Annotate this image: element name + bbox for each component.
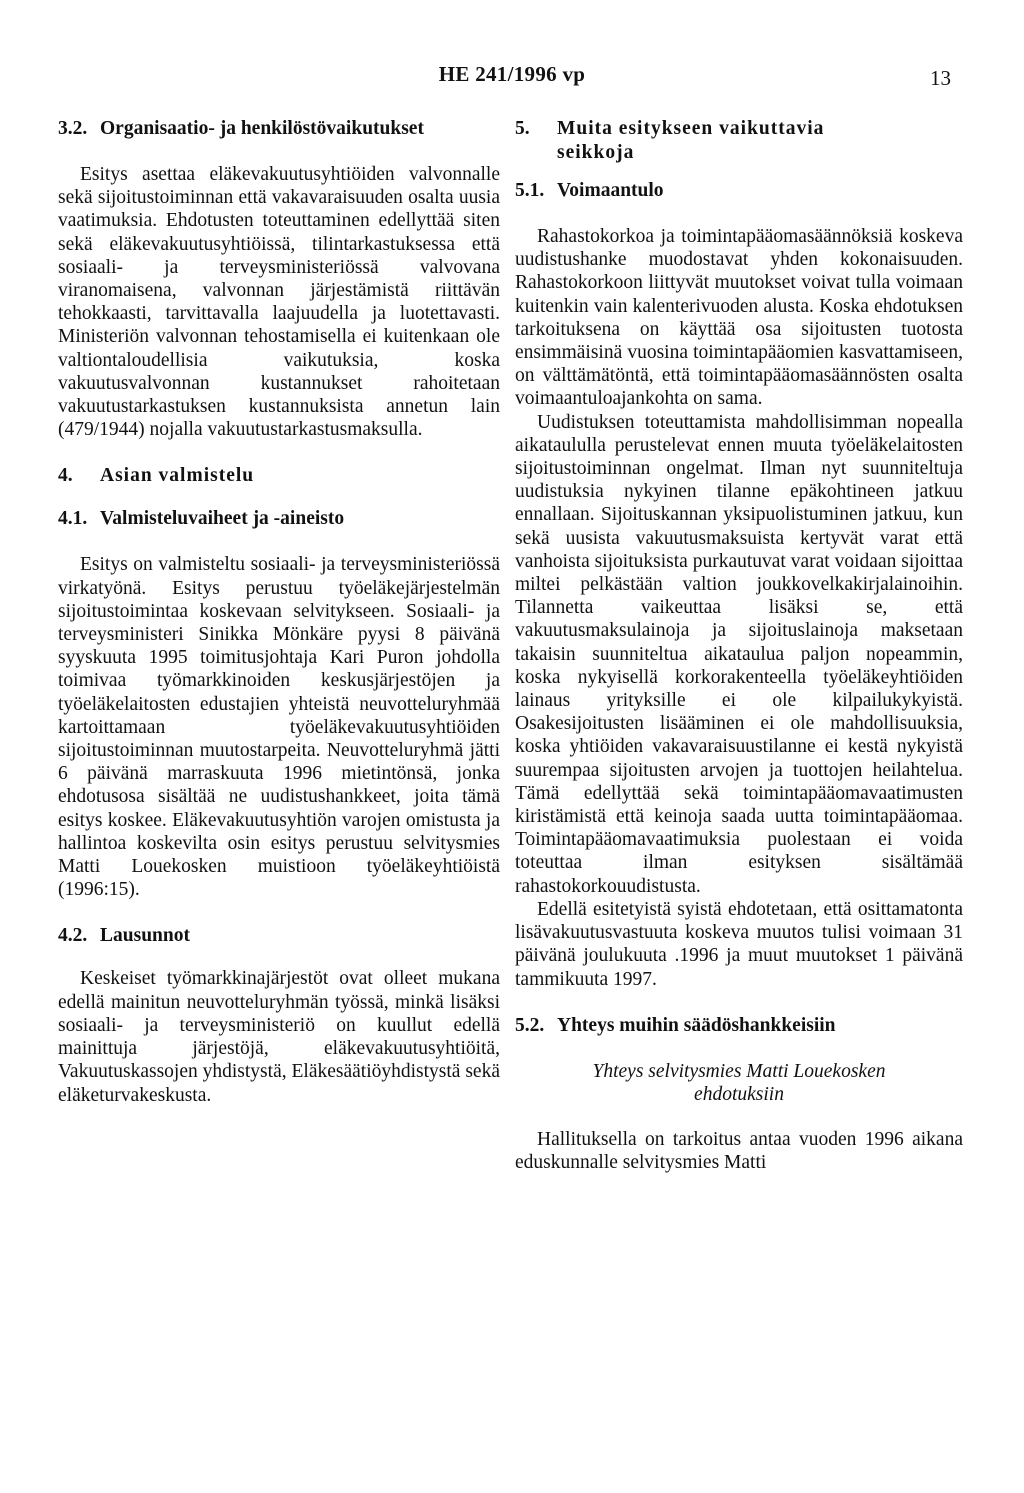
section-title: Muita esitykseen vaikuttavia seikkoja [557, 118, 825, 163]
section-number: 5.2. [515, 1014, 545, 1036]
right-column [515, 113, 963, 1175]
section-4-heading [58, 464, 500, 488]
paragraph: Hallituksella on tarkoitus antaa vuoden 1996 aikana eduskunnalle selvitysmies Matti [515, 1129, 963, 1174]
document-header-title: HE 241/1996 vp [438, 62, 586, 86]
section-4-1-heading [58, 507, 500, 531]
paragraph: Esitys asettaa eläkevakuutusyhtiöiden valvonnalle sekä sijoitustoiminnan että vakavaraisuuden osalta uusia vaatimuksia. Ehdotusten toteuttaminen edellyttää siten sekä eläkevakuutusyhtiöissä, tilintarkastuksessa että sosiaali- ja terveysministeriössä valvovana viranomaisena, valvonnan järjestämistä riittävän tehokkaasti, tarvittavalla laajuudella ja luotettavasti. Ministeriön valvonnan tehostamisella ei kuitenkaan ole valtiontaloudellisia vaikutuksia, koska vakuutusvalvonnan kustannukset rahoitetaan vakuutustarkastuksen kustannuksista annetun lain (479/1944) nojalla vakuutustarkastusmaksulla. [58, 164, 500, 441]
section-number: 4.2. [58, 925, 88, 947]
section-5-heading [515, 117, 963, 165]
section-title: Asian valmistelu [100, 465, 255, 487]
subsection-title: Yhteys selvitysmies Matti Louekosken ehdotuksiin [592, 1060, 886, 1105]
section-number: 5.1. [515, 180, 545, 201]
section-5-2-heading [515, 1014, 963, 1038]
paragraph: Keskeiset työmarkkinajärjestöt ovat olleet mukana edellä mainitun neuvotteluryhmän työssä, minkä lisäksi sosiaali- ja terveysministeriö on kuullut edellä mainittuja järjestöjä, eläkevakuutusyhtiöitä, Vakuutuskassojen yhdistystä, Eläkesäätiöyhdistystä sekä eläketurvakeskusta. [58, 968, 500, 1106]
section-number: 4. [58, 465, 73, 487]
section-title: Valmisteluvaiheet ja -aineisto [100, 508, 345, 530]
section-number: 5. [515, 118, 530, 139]
paragraph: Edellä esitetyistä syistä ehdotetaan, että osittamatonta lisävakuutusvastuuta koskeva muutos tulisi voimaan 31 päivänä joulukuuta .1996 ja muut muutokset 1 päivänä tammikuuta 1997. [515, 898, 963, 990]
section-3-2-heading [58, 117, 500, 141]
left-column [58, 113, 500, 1107]
section-number: 3.2. [58, 118, 88, 139]
section-title: Voimaantulo [557, 180, 664, 201]
section-4-2-heading [58, 924, 500, 948]
paragraph: Rahastokorkoa ja toimintapääomasäännöksiä koskeva uudistushanke muodostavat yhden kokonaisuuden. Rahastokorkoon liittyvät muutokset voivat tulla voimaan kuitenkin vain kalenterivuoden alusta. Koska ehdotuksen tarkoituksena on käyttää osa sijoitusten tuotosta ensimmäisinä vuosina toimintapääomien kasvattamiseen, on välttämätöntä, että toimintapääomasäännösten osalta voimaantuloajankohta on sama. [515, 226, 963, 410]
section-title: Lausunnot [100, 925, 190, 947]
section-5-1-heading [515, 179, 963, 203]
paragraph: Esitys on valmisteltu sosiaali- ja terveysministeriössä virkatyönä. Esitys perustuu työeläkejärjestelmän sijoitustoimintaa koskevaan selvitykseen. Sosiaali- ja terveysministeri Sinikka Mönkäre pyysi 8 päivänä syyskuuta 1995 toimitusjohtaja Kari Puron johdolla toimivaa työmarkkinoiden keskusjärjestöjen ja työeläkelaitosten edustajien yhteistä neuvotteluryhmää kartoittamaan työeläkevakuutusyhtiöiden sijoitustoiminnan muutostarpeita. Neuvotteluryhmä jätti 6 päivänä marraskuuta 1996 mietintönsä, jonka ehdotusosa sisältää ne uudistushankkeet, joita tämä esitys koskee. Eläkevakuutusyhtiön varojen omistusta ja hallintoa koskevilta osin esitys perustuu selvitysmies Matti Louekosken muistioon työeläkeyhtiöistä (1996:15). [58, 554, 500, 901]
page-number: 13 [930, 66, 951, 90]
section-title: Organisaatio- ja henkilöstövaikutukset [100, 118, 424, 139]
section-title: Yhteys muihin säädöshankkeisiin [557, 1014, 836, 1036]
paragraph: Uudistuksen toteuttamista mahdollisimman nopealla aikataululla perustelevat ennen muuta työeläkelaitosten sijoitustoiminnan ongelmat. Ilman nyt suunniteltuja uudistuksia nykyinen tilanne epäkohtineen jatkuu ennallaan. Sijoituskannan yksipuolistuminen jatkuu, kun sekä uusista vakuutusmaksuista kertyvät varat että vanhoista sijoituksista purkautuvat varat voidaan sijoittaa miltei pelkästään valtion joukkovelkakirjalainoihin. Tilannetta vaikeuttaa lisäksi se, että vakuutusmaksulainoja ja sijoituslainoja maksetaan takaisin suunniteltua aikataulua paljon nopeammin, koska nykyisellä korkorakenteella työeläkeyhtiöiden lainaus yrityksille ei ole kilpailukykyistä. Osakesijoitusten lisääminen ei ole mahdollisuuksia, koska yhtiöiden vakavaraisuustilanne ei kestä nykyistä suurempaa sijoitusten arvojen ja tuottojen heilahtelua. Tämä edellyttää sekä toimintapääomavaatimusten kiristämistä että keinoja saada uutta toimintapääomaa. Toimintapääomavaatimuksia puolestaan ei voida toteuttaa ilman esityksen sisältämää rahastokorkouudistusta. [515, 411, 963, 897]
section-number: 4.1. [58, 508, 88, 530]
